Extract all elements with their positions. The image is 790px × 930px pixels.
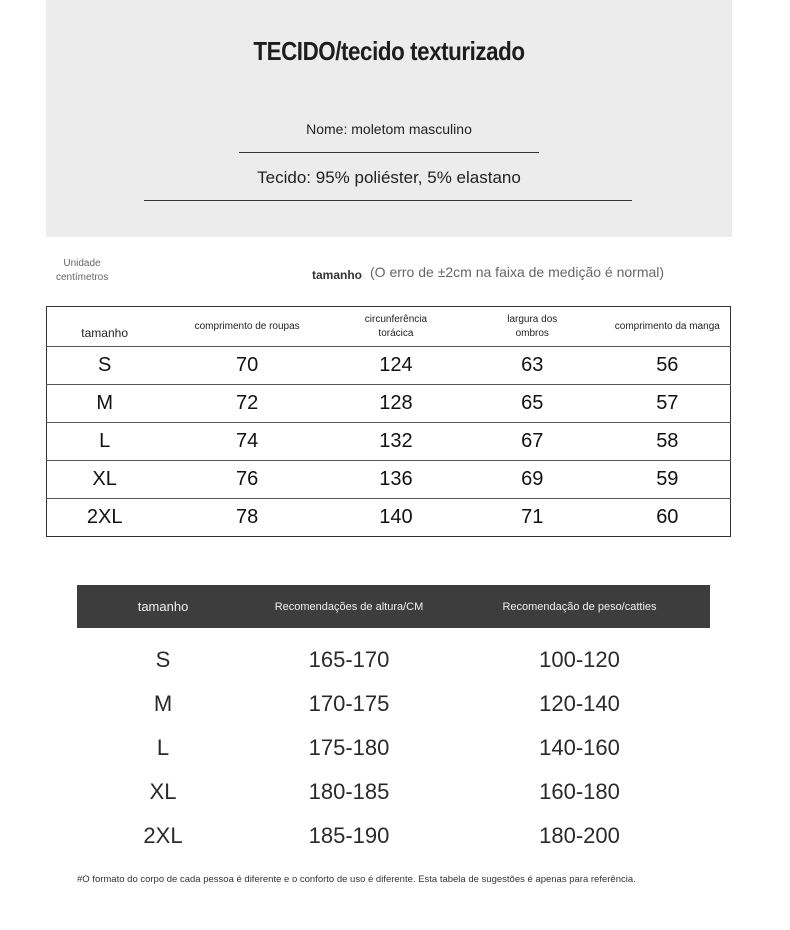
col-header-length: comprimento de roupas: [162, 307, 332, 347]
table-row: [77, 814, 710, 858]
table-row: [47, 347, 731, 385]
size-cell: M: [47, 385, 163, 423]
divider: [144, 200, 632, 201]
table-row: [77, 628, 710, 682]
col-header-sleeve: comprimento da manga: [605, 307, 731, 347]
chest-cell: 124: [332, 347, 460, 385]
sleeve-cell: 56: [605, 347, 731, 385]
fabric-composition: Tecido: 95% poliéster, 5% elastano: [257, 168, 521, 187]
size-caption: tamanho: [312, 268, 363, 282]
col-header-height: Recomendações de altura/CM: [249, 585, 449, 628]
shoulder-cell: 71: [521, 506, 544, 528]
table-header-row: [47, 307, 731, 347]
size-cell: 2XL: [86, 506, 123, 528]
size-cell: XL: [149, 779, 177, 804]
col-header-weight: Recomendação de peso/catties: [449, 585, 710, 628]
product-name: Nome: moletom masculino: [306, 121, 472, 137]
table-row: [47, 461, 731, 499]
weight-cell: 120-140: [539, 691, 620, 716]
size-cell: 2XL: [143, 823, 183, 848]
height-cell: 175-180: [308, 735, 390, 760]
chest-cell: 128: [332, 385, 460, 423]
header-panel: [46, 0, 732, 237]
measurement-table: [46, 306, 731, 537]
chest-cell: 140: [379, 506, 413, 528]
sleeve-cell: 58: [605, 423, 731, 461]
unit-label-line1: Unidade: [63, 258, 101, 269]
weight-cell: 180-200: [539, 823, 620, 848]
unit-label: [56, 257, 108, 285]
error-note: (O erro de ±2cm na faixa de medição é normal): [370, 264, 665, 280]
col-header-shoulder: largura dos ombros: [460, 307, 605, 347]
size-cell: L: [156, 735, 170, 760]
size-cell: XL: [47, 461, 163, 499]
sleeve-cell: 59: [605, 461, 731, 499]
size-cell: S: [155, 647, 171, 672]
length-cell: 70: [162, 347, 332, 385]
height-cell: 165-170: [308, 647, 390, 672]
table-row: [77, 770, 710, 814]
weight-cell: 160-180: [539, 779, 620, 804]
col-header-size: tamanho: [77, 585, 249, 628]
size-cell: M: [153, 691, 173, 716]
chest-cell: 132: [332, 423, 460, 461]
length-cell: 72: [162, 385, 332, 423]
chest-cell: 136: [332, 461, 460, 499]
recommendation-table: [77, 585, 710, 858]
shoulder-cell: 67: [460, 423, 605, 461]
length-cell: 78: [236, 506, 259, 528]
sleeve-cell: 60: [656, 506, 679, 528]
size-cell: S: [47, 347, 163, 385]
table-row: [47, 385, 731, 423]
table-row: [47, 423, 731, 461]
weight-cell: 140-160: [539, 735, 620, 760]
table-row: [77, 682, 710, 726]
col-header-size: tamanho: [47, 307, 163, 347]
length-cell: 76: [162, 461, 332, 499]
divider: [239, 152, 539, 153]
height-cell: 170-175: [308, 691, 390, 716]
shoulder-cell: 65: [460, 385, 605, 423]
table-row: [47, 499, 731, 537]
shoulder-cell: 69: [460, 461, 605, 499]
height-cell: 180-185: [308, 779, 390, 804]
weight-cell: 100-120: [539, 647, 620, 672]
height-cell: 185-190: [308, 823, 390, 848]
table-header-row: [77, 585, 710, 628]
col-header-chest: circunferência torácica: [332, 307, 460, 347]
footnote: #O formato do corpo de cada pessoa é diferente e o conforto de uso é diferente. Esta tabela de sugestões é apenas para referência.: [77, 874, 636, 885]
size-cell: L: [47, 423, 163, 461]
shoulder-cell: 63: [460, 347, 605, 385]
length-cell: 74: [162, 423, 332, 461]
page-title: TECIDO/tecido texturizado: [253, 36, 525, 66]
table-row: [77, 726, 710, 770]
sleeve-cell: 57: [605, 385, 731, 423]
unit-label-line2: centímetros: [56, 272, 109, 283]
